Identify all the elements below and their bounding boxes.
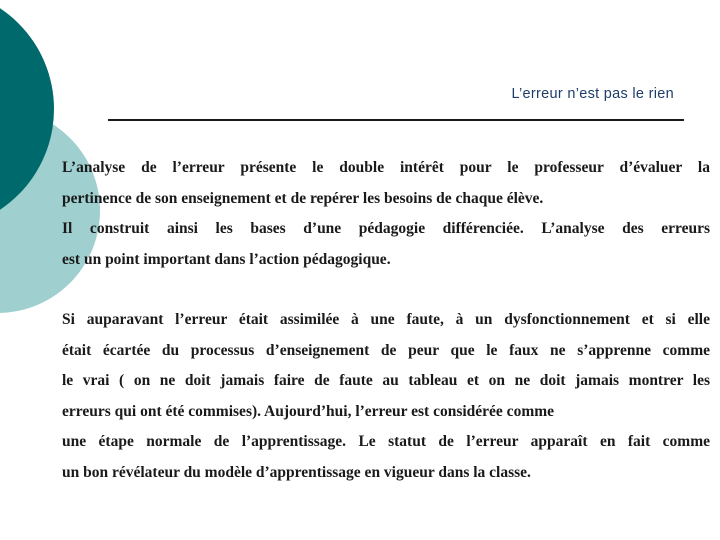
paragraph-2 [62, 305, 710, 488]
paragraph-gap [62, 275, 710, 305]
slide-body [62, 153, 710, 488]
title-underline [108, 119, 684, 121]
text-line: est un point important dans l’action pédagogique. [62, 250, 391, 268]
text-line: était écartée du processus d’enseignement de peur que le faux ne s’apprenne comme [62, 341, 710, 359]
paragraph-1 [62, 153, 710, 275]
text-line: le vrai ( on ne doit jamais faire de faute au tableau et on ne doit jamais montrer les [62, 372, 710, 389]
text-line: L’analyse de l’erreur présente le double intérêt pour le professeur d’évaluer la [62, 159, 710, 176]
text-line: une étape normale de l’apprentissage. Le statut de l’erreur apparaît en fait comme [62, 433, 710, 450]
text-line: erreurs qui ont été commises). Aujourd’hui, l’erreur est considérée comme [62, 402, 555, 420]
text-line: un bon révélateur du modèle d’apprentissage en vigueur dans la classe. [62, 463, 531, 481]
text-line: Il construit ainsi les bases d’une pédagogie différenciée. L’analyse des erreurs [62, 220, 710, 237]
text-line: pertinence de son enseignement et de repérer les besoins de chaque élève. [62, 189, 544, 207]
text-line: Si auparavant l’erreur était assimilée à une faute, à un dysfonctionnement et si elle [62, 311, 710, 328]
slide-title: L’erreur n’est pas le rien [511, 86, 674, 102]
